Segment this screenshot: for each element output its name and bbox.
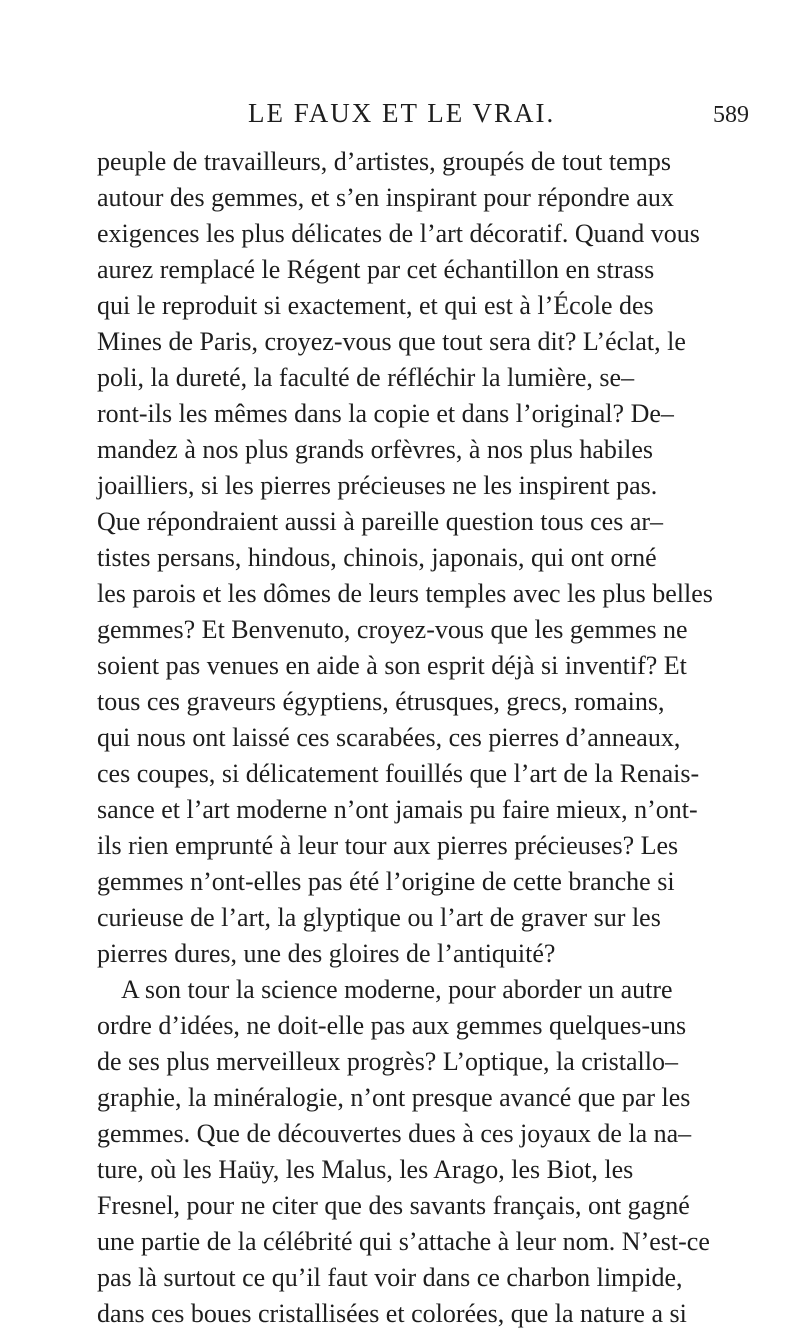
text-line: ordre d’idées, ne doit-elle pas aux gemmes quelques-uns (97, 1011, 687, 1040)
text-line: A son tour la science moderne, pour aborder un autre (121, 975, 673, 1004)
text-line: ces coupes, si délicatement fouillés que l’art de la Renais- (97, 759, 700, 788)
text-line: une partie de la célébrité qui s’attache à leur nom. N’est-ce (97, 1227, 710, 1256)
text-line: dans ces boues cristallisées et colorées, que la nature a si (97, 1299, 687, 1328)
text-line: ture, où les Haüy, les Malus, les Arago, les Biot, les (97, 1155, 634, 1184)
text-line: tistes persans, hindous, chinois, japonais, qui ont orné (97, 543, 657, 572)
running-title: LE FAUX ET LE VRAI. (248, 98, 556, 128)
text-line: curieuse de l’art, la glyptique ou l’art de graver sur les (97, 903, 661, 932)
text-line: tous ces graveurs égyptiens, étrusques, grecs, romains, (97, 687, 665, 716)
text-line: autour des gemmes, et s’en inspirant pour répondre aux (97, 183, 674, 212)
text-line: ils rien emprunté à leur tour aux pierres précieuses? Les (97, 831, 679, 860)
text-line: pas là surtout ce qu’il faut voir dans ce charbon limpide, (97, 1263, 683, 1292)
text-line: peuple de travailleurs, d’artistes, groupés de tout temps (97, 147, 672, 176)
text-line: gemmes. Que de découvertes dues à ces joyaux de la na– (97, 1119, 692, 1148)
text-line: les parois et les dômes de leurs temples avec les plus belles (97, 579, 713, 608)
text-line: qui nous ont laissé ces scarabées, ces pierres d’anneaux, (97, 723, 681, 752)
text-line: sance et l’art moderne n’ont jamais pu faire mieux, n’ont- (97, 795, 698, 824)
text-line: mandez à nos plus grands orfèvres, à nos plus habiles (97, 435, 653, 464)
text-line: joailliers, si les pierres précieuses ne les inspirent pas. (97, 471, 658, 500)
text-line: gemmes? Et Benvenuto, croyez-vous que les gemmes ne (97, 615, 688, 644)
text-line: pierres dures, une des gloires de l’antiquité? (97, 939, 556, 968)
text-line: poli, la dureté, la faculté de réfléchir la lumière, se– (97, 363, 635, 392)
text-line: Mines de Paris, croyez-vous que tout sera dit? L’éclat, le (97, 327, 686, 356)
text-line: Que répondraient aussi à pareille question tous ces ar– (97, 507, 664, 536)
text-line: qui le reproduit si exactement, et qui est à l’École des (97, 291, 654, 320)
page-number: 589 (713, 102, 749, 128)
text-line: graphie, la minéralogie, n’ont presque avancé que par les (97, 1083, 691, 1112)
text-line: soient pas venues en aide à son esprit déjà si inventif? Et (97, 651, 687, 680)
running-header (0, 98, 800, 138)
text-line: ront-ils les mêmes dans la copie et dans l’original? De– (97, 399, 674, 428)
text-line: Fresnel, pour ne citer que des savants français, ont gagné (97, 1191, 690, 1220)
text-line: gemmes n’ont-elles pas été l’origine de cette branche si (97, 867, 675, 896)
text-line: exigences les plus délicates de l’art décoratif. Quand vous (97, 219, 700, 248)
text-line: de ses plus merveilleux progrès? L’optique, la cristallo– (97, 1047, 679, 1076)
text-line: aurez remplacé le Régent par cet échantillon en strass (97, 255, 655, 284)
